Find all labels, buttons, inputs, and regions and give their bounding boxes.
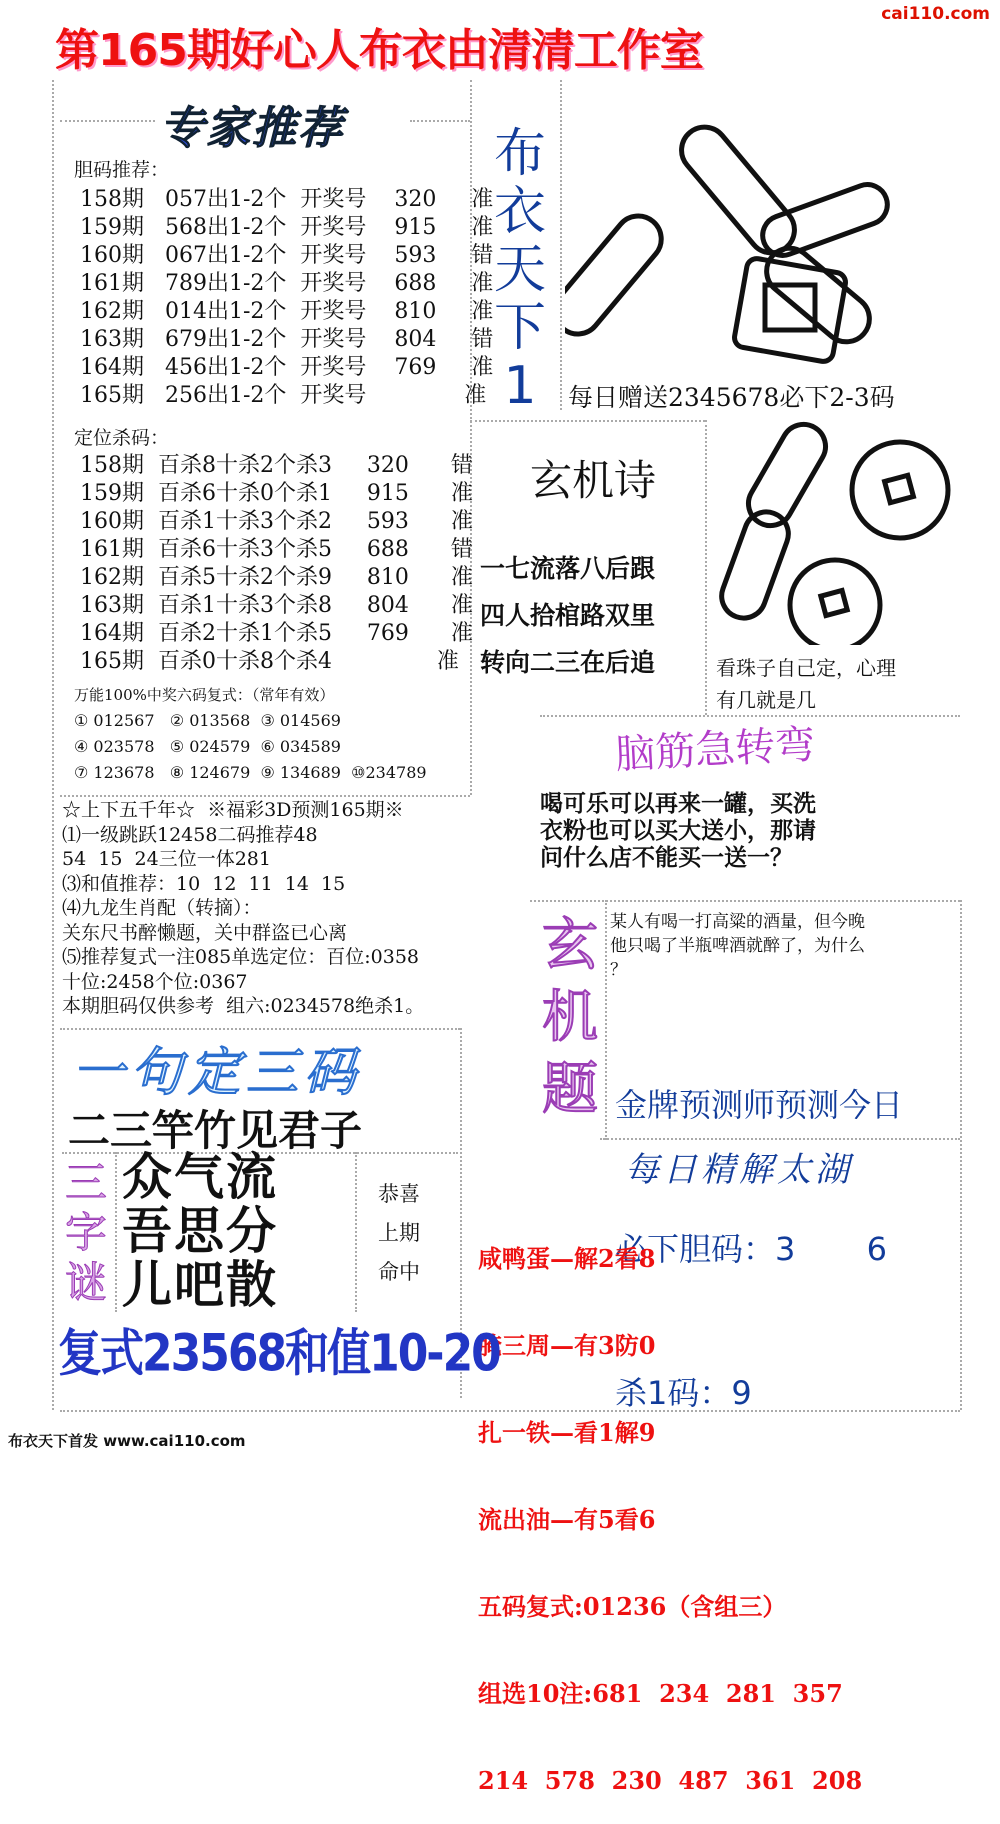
list-item: ④ 023578 ⑤ 024579 ⑥ 034589	[74, 737, 341, 756]
list-item: 164期 456出1-2个 开奖号 769 准	[80, 355, 494, 380]
poem-line: 四人拾棺路双里	[480, 601, 656, 630]
list-item: 158期 057出1-2个 开奖号 320 准	[80, 187, 494, 212]
list-item: ⑴一级跳跃12458二码推荐48	[62, 823, 318, 846]
poem-lines	[480, 545, 655, 686]
list-item: 165期 256出1-2个 开奖号 准	[80, 383, 487, 408]
divider	[705, 420, 707, 715]
brain-heading: 脑筋急转弯	[614, 721, 817, 779]
brain-text	[540, 790, 816, 871]
divider	[530, 900, 960, 902]
coin-illustration	[715, 420, 960, 645]
riddle-text	[610, 910, 865, 982]
taihu-heading: 每日精解太湖	[625, 1150, 853, 1190]
congrats	[378, 1175, 420, 1292]
list-item: 160期 067出1-2个 开奖号 593 错	[80, 243, 494, 268]
kill-label: 定位杀码：	[74, 427, 170, 449]
list-item: 165期 百杀0十杀8个杀4 准	[80, 649, 459, 674]
riddle-char-line: 众气流	[122, 1147, 278, 1206]
gold-line: 杀1码：9	[615, 1374, 752, 1412]
list-item: 163期 百杀1十杀3个杀8 804 准	[80, 593, 473, 618]
site-link[interactable]: cai110.com	[881, 4, 990, 24]
poem-heading: 玄机诗	[530, 456, 657, 505]
six-list	[74, 708, 427, 786]
riddle-char-line: 吾思分	[122, 1201, 278, 1260]
three-char-riddle-lines	[122, 1147, 278, 1314]
beads-illustration	[565, 95, 945, 375]
divider	[560, 80, 562, 410]
divider	[60, 120, 155, 122]
divider	[605, 900, 607, 1140]
fushi-line: 复式23568和值10-20	[58, 1324, 500, 1384]
list-item: 164期 百杀2十杀1个杀5 769 准	[80, 621, 473, 646]
six-label: 万能100%中奖六码复式：（常年有效）	[74, 686, 335, 704]
left-border	[52, 80, 54, 1410]
beads-note-line: 看珠子自己定，心理	[716, 656, 896, 680]
daily-gift: 每日赠送2345678必下2-3码	[568, 383, 895, 412]
taihu-lines	[478, 1186, 862, 1824]
riddle-line: 某人有喝一打高粱的酒量，但今晚	[610, 912, 865, 932]
brain-line: 问什么店不能买一送一？	[540, 844, 793, 871]
taihu-line: 五码复式:01236（含组三）	[478, 1592, 787, 1621]
list-item: ☆上下五千年☆ ※福彩3D预测165期※	[62, 799, 404, 821]
list-item: 161期 百杀6十杀3个杀5 688 错	[80, 537, 473, 562]
list-item: ⑷九龙生肖配（转摘）：	[62, 897, 262, 919]
taihu-line: 扎一铁—看1解9	[478, 1418, 656, 1447]
list-item: 本期胆码仅供参考 组六:0234578绝杀1。	[62, 995, 425, 1017]
taihu-line: 214 578 230 487 361 208	[478, 1766, 863, 1795]
list-item: 163期 679出1-2个 开奖号 804 错	[80, 327, 494, 352]
expert-heading: 专家推荐	[160, 103, 344, 154]
list-item: ⑶和值推荐：10 12 11 14 15	[62, 872, 346, 895]
poem-line: 转向二三在后追	[480, 648, 656, 677]
congrats-line: 恭喜	[378, 1182, 420, 1206]
kill-list	[80, 452, 473, 676]
dan-list	[80, 186, 493, 410]
poem-line: 一七流落八后跟	[480, 554, 656, 583]
riddle-line: 他只喝了半瓶啤酒就醉了，为什么	[610, 936, 865, 956]
taihu-line: 流出油—有5看6	[478, 1505, 656, 1534]
taihu-line: 腌三周—有3防0	[478, 1331, 656, 1360]
list-item: ⑸推荐复式一注085单选定位：百位:0358	[62, 946, 420, 968]
list-item: 162期 014出1-2个 开奖号 810 准	[80, 299, 494, 324]
brain-line: 喝可乐可以再来一罐，买洗	[540, 790, 816, 817]
list-item: ⑦ 123678 ⑧ 124679 ⑨ 134689 ⑩234789	[74, 763, 427, 782]
taihu-line: 咸鸭蛋—解2看8	[478, 1244, 656, 1273]
xuanji-ti-vertical: 玄机题	[542, 913, 598, 1122]
divider	[470, 420, 705, 422]
footer-text: 布衣天下首发 www.cai110.com	[8, 1432, 246, 1450]
riddle-char-line: 儿吧散	[122, 1255, 278, 1314]
buyi-vertical: 布衣天下1	[493, 124, 546, 416]
beads-note-line: 有几就是几	[716, 688, 816, 712]
right-border	[960, 900, 962, 1410]
list-item: 162期 百杀5十杀2个杀9 810 准	[80, 565, 473, 590]
list-item: 关东尺书醉懒题，关中群盗已心离	[62, 921, 348, 944]
riddle-line: ？	[610, 960, 627, 980]
one-sentence-heading: 一句定三码	[72, 1043, 363, 1103]
divider	[410, 120, 470, 122]
page-title: 第165期好心人布衣由清清工作室	[55, 25, 703, 76]
three-char-riddle-vertical: 三字谜	[64, 1158, 107, 1307]
list-item: 159期 568出1-2个 开奖号 915 准	[80, 215, 494, 240]
list-item: 54 15 24三位一体281	[62, 848, 271, 870]
gold-line: 必下胆码：3 6	[615, 1230, 887, 1268]
brain-line: 衣粉也可以买大送小，那请	[540, 817, 816, 844]
forecast-block	[62, 798, 424, 1019]
one-sentence-phrase: 二三竿竹见君子	[68, 1106, 363, 1155]
dan-label: 胆码推荐：	[74, 159, 170, 181]
beads-note	[716, 652, 896, 716]
divider	[115, 1152, 117, 1312]
divider	[60, 795, 470, 797]
gold-line: 金牌预测师预测今日	[615, 1086, 904, 1124]
list-item: 160期 百杀1十杀3个杀2 593 准	[80, 509, 473, 534]
list-item: 161期 789出1-2个 开奖号 688 准	[80, 271, 494, 296]
congrats-line: 上期	[378, 1221, 420, 1245]
list-item: ① 012567 ② 013568 ③ 014569	[74, 711, 341, 730]
list-item: 158期 百杀8十杀2个杀3 320 错	[80, 453, 473, 478]
congrats-line: 命中	[378, 1260, 420, 1284]
divider	[355, 1152, 357, 1312]
list-item: 十位:2458个位:0367	[62, 970, 248, 993]
taihu-line: 组选10注:681 234 281 357	[478, 1679, 843, 1708]
list-item: 159期 百杀6十杀0个杀1 915 准	[80, 481, 473, 506]
